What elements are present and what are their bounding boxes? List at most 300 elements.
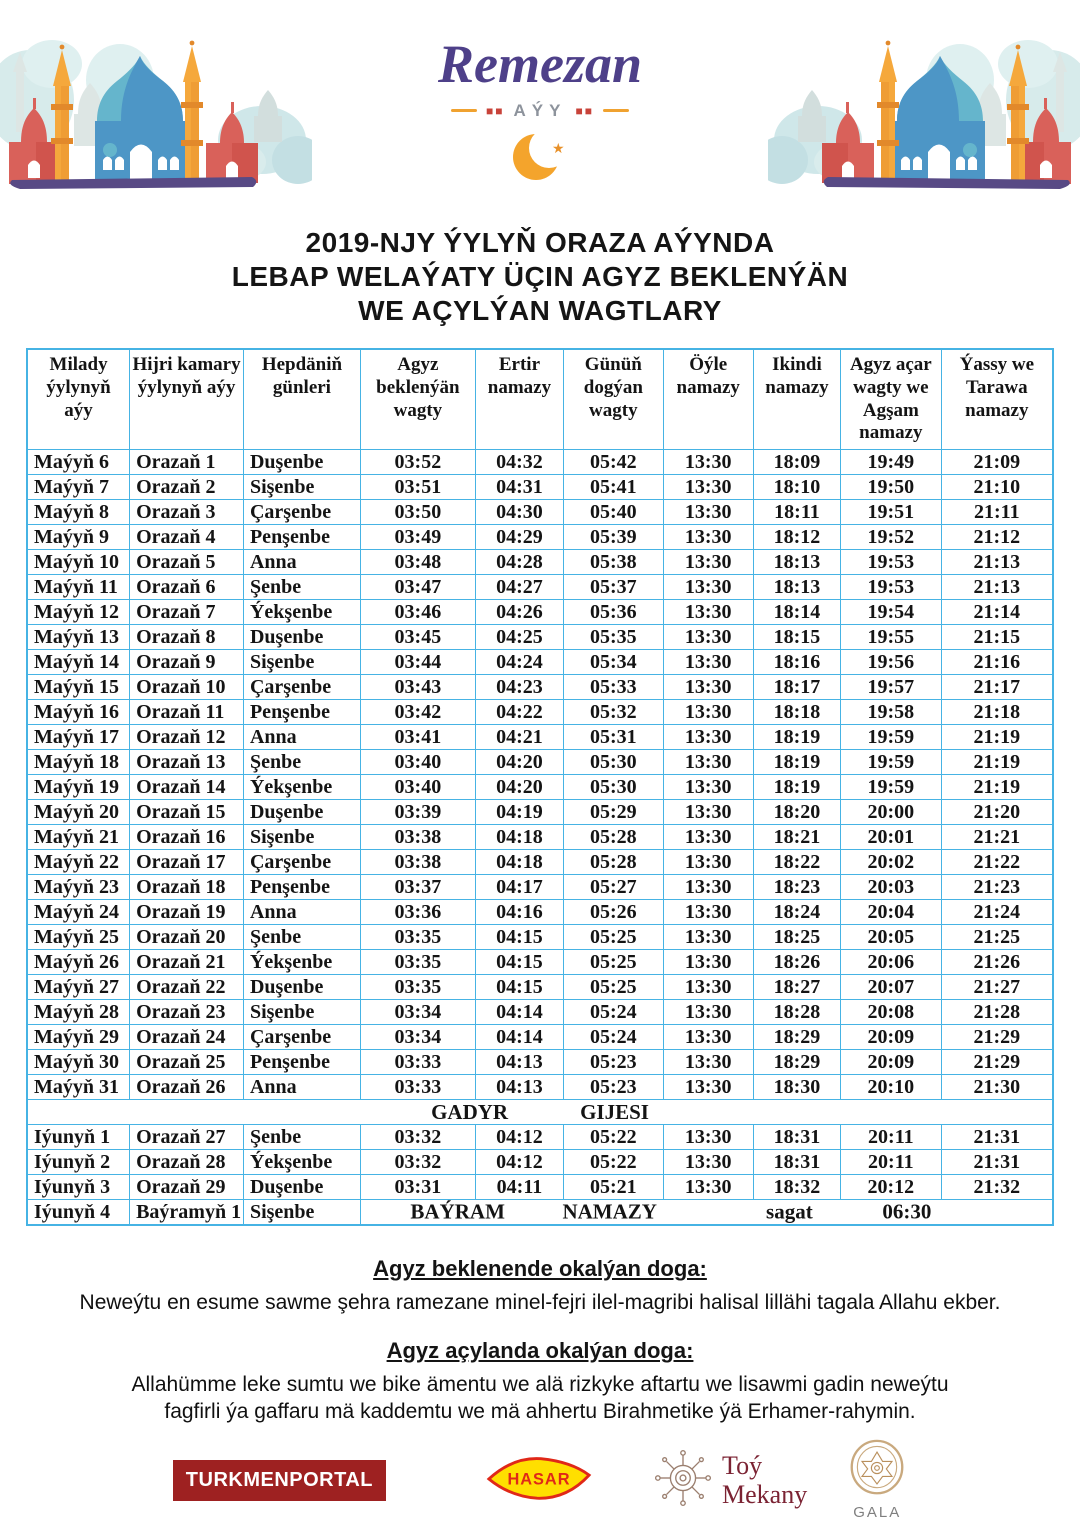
cell-time: 04:13 — [475, 1050, 563, 1075]
table-row — [27, 1050, 1053, 1075]
cell-label: Çarşenbe — [243, 500, 360, 525]
cell-time: 13:30 — [663, 525, 753, 550]
cell-time: 03:32 — [360, 1125, 475, 1150]
cell-time: 13:30 — [663, 500, 753, 525]
cell-label: Orazaň 13 — [130, 750, 244, 775]
cell-time: 18:29 — [753, 1025, 840, 1050]
cell-time: 13:30 — [663, 950, 753, 975]
table-row — [27, 900, 1053, 925]
cell-time: 21:31 — [941, 1150, 1053, 1175]
table-row — [27, 625, 1053, 650]
table-row-bayram — [27, 1200, 1053, 1226]
cell-time: 05:23 — [564, 1050, 664, 1075]
cell-time: 05:32 — [564, 700, 664, 725]
cell-time: 03:40 — [360, 750, 475, 775]
cell-time: 04:31 — [475, 475, 563, 500]
cell-label: Maýyň 7 — [27, 475, 130, 500]
cell-time: 03:48 — [360, 550, 475, 575]
table-row — [27, 700, 1053, 725]
cell-time: 18:15 — [753, 625, 840, 650]
table-row — [27, 675, 1053, 700]
cell-time: 13:30 — [663, 450, 753, 475]
cell-time: 05:25 — [564, 975, 664, 1000]
cell-label: Maýyň 14 — [27, 650, 130, 675]
cell-time: 05:38 — [564, 550, 664, 575]
cell-time: 18:16 — [753, 650, 840, 675]
cell-time: 13:30 — [663, 675, 753, 700]
cell-time: 04:15 — [475, 975, 563, 1000]
cell-time: 18:19 — [753, 750, 840, 775]
svg-text:★: ★ — [552, 139, 565, 156]
cell-time: 21:25 — [941, 925, 1053, 950]
cell-label: Orazaň 4 — [130, 525, 244, 550]
cell-label: Orazaň 2 — [130, 475, 244, 500]
crescent-moon-icon — [370, 123, 710, 190]
svg-text:HASAR: HASAR — [507, 1470, 571, 1489]
cell-time: 20:01 — [841, 825, 942, 850]
cell-time: 04:11 — [475, 1175, 563, 1200]
cell-label: Duşenbe — [243, 625, 360, 650]
cell-time: 20:08 — [841, 1000, 942, 1025]
cell-time: 13:30 — [663, 625, 753, 650]
cell-time: 05:23 — [564, 1075, 664, 1100]
gala-label: GALA — [853, 1504, 902, 1522]
table-row — [27, 950, 1053, 975]
cell-time: 21:26 — [941, 950, 1053, 975]
cell-time: 13:30 — [663, 550, 753, 575]
cell-time: 21:13 — [941, 550, 1053, 575]
cell-time: 13:30 — [663, 1000, 753, 1025]
toy-mekany-label: Toý Mekany — [722, 1451, 808, 1510]
table-row — [27, 450, 1053, 475]
cell-time: 18:23 — [753, 875, 840, 900]
cell-time: 21:24 — [941, 900, 1053, 925]
cell-time: 20:04 — [841, 900, 942, 925]
cell-time: 04:20 — [475, 775, 563, 800]
prayer-times-table — [26, 348, 1054, 1226]
table-row — [27, 1175, 1053, 1200]
cell-label: Orazaň 14 — [130, 775, 244, 800]
cell-time: 18:27 — [753, 975, 840, 1000]
table-header-row — [27, 349, 1053, 450]
cell-label: Orazaň 20 — [130, 925, 244, 950]
cell-time: 05:25 — [564, 950, 664, 975]
cell-time: 04:19 — [475, 800, 563, 825]
column-header: Öýle namazy — [663, 349, 753, 450]
cell-time: 03:35 — [360, 975, 475, 1000]
cell-label: Anna — [243, 1075, 360, 1100]
cell-time: 04:24 — [475, 650, 563, 675]
cell-label: Sişenbe — [243, 475, 360, 500]
table-row — [27, 525, 1053, 550]
cell-label: Anna — [243, 550, 360, 575]
cell-time: 20:10 — [841, 1075, 942, 1100]
cell-time: 21:19 — [941, 725, 1053, 750]
cell-label: Duşenbe — [243, 800, 360, 825]
cell-time: 05:21 — [564, 1175, 664, 1200]
cell-label: Maýyň 18 — [27, 750, 130, 775]
column-header: Ertir namazy — [475, 349, 563, 450]
table-row — [27, 475, 1053, 500]
cell-time: 18:31 — [753, 1150, 840, 1175]
cell-time: 05:35 — [564, 625, 664, 650]
cell-time: 03:38 — [360, 825, 475, 850]
cell-label: Maýyň 20 — [27, 800, 130, 825]
cell-label: Orazaň 26 — [130, 1075, 244, 1100]
cell-time: 05:34 — [564, 650, 664, 675]
cell-time: 19:58 — [841, 700, 942, 725]
cell-label: Orazaň 3 — [130, 500, 244, 525]
remezan-wordmark: Remezan — [437, 34, 642, 94]
cell-time: 18:25 — [753, 925, 840, 950]
bayram-namazy-cell: BAÝRAM NAMAZY sagat 06:30 — [360, 1200, 1053, 1226]
cell-time: 18:10 — [753, 475, 840, 500]
column-header: Ýassy we Tarawa namazy — [941, 349, 1053, 450]
turkmenportal-logo: TURKMENPORTAL — [173, 1460, 386, 1501]
cell-time: 05:22 — [564, 1150, 664, 1175]
mosque-illustration-left-icon — [0, 28, 312, 193]
cell-time: 21:19 — [941, 775, 1053, 800]
cell-time: 21:09 — [941, 450, 1053, 475]
cell-time: 20:05 — [841, 925, 942, 950]
cell-label: Orazaň 9 — [130, 650, 244, 675]
cell-time: 05:42 — [564, 450, 664, 475]
cell-label: Maýyň 13 — [27, 625, 130, 650]
cell-label: Orazaň 6 — [130, 575, 244, 600]
cell-time: 03:52 — [360, 450, 475, 475]
cell-time: 03:31 — [360, 1175, 475, 1200]
cell-time: 04:29 — [475, 525, 563, 550]
cell-label: Sişenbe — [243, 650, 360, 675]
cell-time: 19:56 — [841, 650, 942, 675]
cell-time: 04:12 — [475, 1150, 563, 1175]
cell-time: 03:42 — [360, 700, 475, 725]
cell-time: 19:50 — [841, 475, 942, 500]
table-row — [27, 1125, 1053, 1150]
cell-label: Sişenbe — [243, 1200, 360, 1226]
cell-label: Iýunyň 3 — [27, 1175, 130, 1200]
cell-time: 18:12 — [753, 525, 840, 550]
cell-time: 20:07 — [841, 975, 942, 1000]
cell-time: 21:11 — [941, 500, 1053, 525]
mosque-illustration-right-icon — [768, 28, 1080, 193]
cell-time: 03:37 — [360, 875, 475, 900]
cell-time: 18:14 — [753, 600, 840, 625]
cell-time: 13:30 — [663, 650, 753, 675]
cell-label: Maýyň 17 — [27, 725, 130, 750]
cell-time: 19:59 — [841, 775, 942, 800]
cell-time: 05:41 — [564, 475, 664, 500]
cell-time: 04:15 — [475, 925, 563, 950]
cell-time: 04:32 — [475, 450, 563, 475]
cell-label: Orazaň 28 — [130, 1150, 244, 1175]
cell-time: 20:03 — [841, 875, 942, 900]
cell-time: 13:30 — [663, 1125, 753, 1150]
cell-time: 03:32 — [360, 1150, 475, 1175]
cell-time: 18:24 — [753, 900, 840, 925]
table-row — [27, 775, 1053, 800]
cell-time: 13:30 — [663, 575, 753, 600]
title-line-2: LEBAP WELAÝATY ÜÇIN AGYZ BEKLENÝÄN — [231, 261, 849, 292]
table-row — [27, 1075, 1053, 1100]
cell-time: 04:21 — [475, 725, 563, 750]
cell-time: 21:29 — [941, 1050, 1053, 1075]
cell-time: 21:13 — [941, 575, 1053, 600]
cell-time: 18:19 — [753, 775, 840, 800]
cell-time: 05:29 — [564, 800, 664, 825]
column-header: Agyz açar wagty we Agşam namazy — [841, 349, 942, 450]
cell-time: 19:57 — [841, 675, 942, 700]
cell-time: 05:28 — [564, 850, 664, 875]
cell-label: Maýyň 6 — [27, 450, 130, 475]
cell-time: 03:35 — [360, 950, 475, 975]
cell-time: 21:12 — [941, 525, 1053, 550]
cell-time: 05:24 — [564, 1025, 664, 1050]
cell-label: Penşenbe — [243, 1050, 360, 1075]
cell-time: 19:59 — [841, 750, 942, 775]
column-header: Agyz beklenýän wagty — [360, 349, 475, 450]
cell-time: 21:32 — [941, 1175, 1053, 1200]
cell-time: 18:19 — [753, 725, 840, 750]
cell-time: 18:28 — [753, 1000, 840, 1025]
cell-time: 03:34 — [360, 1025, 475, 1050]
cell-time: 18:13 — [753, 575, 840, 600]
cell-time: 05:24 — [564, 1000, 664, 1025]
cell-label: Maýyň 25 — [27, 925, 130, 950]
cell-label: Maýyň 12 — [27, 600, 130, 625]
cell-time: 04:20 — [475, 750, 563, 775]
cell-time: 18:22 — [753, 850, 840, 875]
cell-time: 18:30 — [753, 1075, 840, 1100]
cell-time: 19:53 — [841, 575, 942, 600]
cell-label: Maýyň 26 — [27, 950, 130, 975]
cell-time: 18:17 — [753, 675, 840, 700]
title-line-3: WE AÇYLÝAN WAGTLARY — [358, 295, 722, 326]
cell-time: 19:55 — [841, 625, 942, 650]
cell-label: Sişenbe — [243, 1000, 360, 1025]
decorative-dots-icon: ■■ — [575, 103, 594, 118]
cell-time: 21:29 — [941, 1025, 1053, 1050]
cell-time: 04:28 — [475, 550, 563, 575]
cell-time: 04:27 — [475, 575, 563, 600]
cell-time: 19:51 — [841, 500, 942, 525]
cell-time: 21:30 — [941, 1075, 1053, 1100]
cell-label: Maýyň 30 — [27, 1050, 130, 1075]
cell-time: 04:12 — [475, 1125, 563, 1150]
cell-label: Maýyň 22 — [27, 850, 130, 875]
cell-time: 19:54 — [841, 600, 942, 625]
column-header: Ikindi namazy — [753, 349, 840, 450]
cell-time: 05:27 — [564, 875, 664, 900]
toy-mekany-logo — [654, 1447, 807, 1514]
cell-time: 05:22 — [564, 1125, 664, 1150]
ayy-subtitle-row — [370, 101, 710, 121]
cell-time: 04:18 — [475, 850, 563, 875]
table-row — [27, 550, 1053, 575]
cell-label: Ýekşenbe — [243, 1150, 360, 1175]
cell-label: Maýyň 27 — [27, 975, 130, 1000]
cell-time: 03:46 — [360, 600, 475, 625]
decorative-dots-icon: ■■ — [486, 103, 505, 118]
cell-time: 21:31 — [941, 1125, 1053, 1150]
cell-time: 03:44 — [360, 650, 475, 675]
table-row — [27, 975, 1053, 1000]
table-row — [27, 800, 1053, 825]
toy-mekany-emblem-icon — [654, 1447, 712, 1514]
cell-label: Maýyň 28 — [27, 1000, 130, 1025]
cell-time: 13:30 — [663, 975, 753, 1000]
cell-time: 21:28 — [941, 1000, 1053, 1025]
cell-time: 05:30 — [564, 775, 664, 800]
cell-time: 03:51 — [360, 475, 475, 500]
cell-time: 20:09 — [841, 1050, 942, 1075]
cell-label: Orazaň 10 — [130, 675, 244, 700]
cell-time: 20:02 — [841, 850, 942, 875]
doga-heading: Agyz beklenende okalýan doga: — [373, 1256, 707, 1282]
cell-time: 13:30 — [663, 725, 753, 750]
cell-time: 05:31 — [564, 725, 664, 750]
cell-label: Orazaň 15 — [130, 800, 244, 825]
cell-time: 04:15 — [475, 950, 563, 975]
cell-label: Iýunyň 2 — [27, 1150, 130, 1175]
cell-label: Maýyň 11 — [27, 575, 130, 600]
cell-time: 18:20 — [753, 800, 840, 825]
cell-label: Şenbe — [243, 925, 360, 950]
cell-label: Orazaň 11 — [130, 700, 244, 725]
cell-time: 21:10 — [941, 475, 1053, 500]
cell-time: 20:00 — [841, 800, 942, 825]
cell-time: 03:40 — [360, 775, 475, 800]
cell-time: 13:30 — [663, 1150, 753, 1175]
cell-time: 03:33 — [360, 1075, 475, 1100]
cell-label: Anna — [243, 900, 360, 925]
cell-time: 19:53 — [841, 550, 942, 575]
table-row — [27, 875, 1053, 900]
cell-label: Çarşenbe — [243, 850, 360, 875]
cell-time: 21:23 — [941, 875, 1053, 900]
cell-label: Maýyň 10 — [27, 550, 130, 575]
cell-label: Maýyň 19 — [27, 775, 130, 800]
cell-label: Ýekşenbe — [243, 775, 360, 800]
cell-label: Anna — [243, 725, 360, 750]
prayer-table-body — [27, 450, 1053, 1226]
decorative-dash-icon — [451, 109, 477, 112]
table-row — [27, 500, 1053, 525]
cell-label: Maýyň 21 — [27, 825, 130, 850]
cell-label: Orazaň 25 — [130, 1050, 244, 1075]
column-header: Hijri kamary ýylynyň aýy — [130, 349, 244, 450]
cell-time: 20:06 — [841, 950, 942, 975]
cell-time: 05:26 — [564, 900, 664, 925]
cell-label: Maýyň 15 — [27, 675, 130, 700]
cell-time: 03:43 — [360, 675, 475, 700]
cell-time: 21:15 — [941, 625, 1053, 650]
column-header: Hepdäniň günleri — [243, 349, 360, 450]
cell-label: Duşenbe — [243, 975, 360, 1000]
cell-time: 18:13 — [753, 550, 840, 575]
cell-time: 04:16 — [475, 900, 563, 925]
cell-time: 18:26 — [753, 950, 840, 975]
cell-time: 03:38 — [360, 850, 475, 875]
cell-time: 21:22 — [941, 850, 1053, 875]
cell-time: 13:30 — [663, 1075, 753, 1100]
doga-section-before-fast — [0, 1256, 1080, 1316]
cell-time: 21:27 — [941, 975, 1053, 1000]
cell-label: Ýekşenbe — [243, 600, 360, 625]
cell-time: 05:36 — [564, 600, 664, 625]
cell-label: Orazaň 24 — [130, 1025, 244, 1050]
cell-label: Orazaň 16 — [130, 825, 244, 850]
cell-time: 03:35 — [360, 925, 475, 950]
cell-label: Orazaň 18 — [130, 875, 244, 900]
gala-emblem-icon — [847, 1439, 907, 1502]
cell-time: 04:22 — [475, 700, 563, 725]
table-row — [27, 1150, 1053, 1175]
cell-time: 03:45 — [360, 625, 475, 650]
page-title — [0, 226, 1080, 328]
cell-label: Şenbe — [243, 750, 360, 775]
cell-time: 03:36 — [360, 900, 475, 925]
sponsor-logos — [0, 1439, 1080, 1521]
cell-time: 13:30 — [663, 900, 753, 925]
cell-label: Maýyň 31 — [27, 1075, 130, 1100]
cell-label: Penşenbe — [243, 525, 360, 550]
decorative-dash-icon — [603, 109, 629, 112]
cell-time: 21:21 — [941, 825, 1053, 850]
cell-time: 18:11 — [753, 500, 840, 525]
cell-label: Maýyň 23 — [27, 875, 130, 900]
cell-label: Orazaň 1 — [130, 450, 244, 475]
cell-time: 03:50 — [360, 500, 475, 525]
doga-text: Allahümme leke sumtu we bike ämentu we alä rizkyke aftartu we lisawmi gadin neweýtu — [131, 1373, 949, 1397]
cell-label: Maýyň 24 — [27, 900, 130, 925]
cell-time: 13:30 — [663, 875, 753, 900]
cell-label: Orazaň 27 — [130, 1125, 244, 1150]
cell-time: 13:30 — [663, 800, 753, 825]
cell-label: Iýunyň 1 — [27, 1125, 130, 1150]
cell-label: Sişenbe — [243, 825, 360, 850]
cell-time: 04:18 — [475, 825, 563, 850]
cell-time: 05:28 — [564, 825, 664, 850]
cell-time: 18:09 — [753, 450, 840, 475]
doga-heading: Agyz açylanda okalýan doga: — [386, 1338, 694, 1364]
cell-time: 19:59 — [841, 725, 942, 750]
table-row — [27, 600, 1053, 625]
table-row — [27, 825, 1053, 850]
cell-label: Orazaň 23 — [130, 1000, 244, 1025]
cell-time: 05:37 — [564, 575, 664, 600]
doga-text: Neweýtu en esume sawme şehra ramezane minel-fejri ilel-magribi halisal lillähi tagala Allahu ekber. — [79, 1291, 1001, 1315]
cell-time: 03:49 — [360, 525, 475, 550]
table-row — [27, 925, 1053, 950]
cell-time: 18:31 — [753, 1125, 840, 1150]
cell-label: Duşenbe — [243, 450, 360, 475]
cell-time: 20:11 — [841, 1125, 942, 1150]
title-line-1: 2019-NJY ÝYLYŇ ORAZA AÝYNDA — [305, 227, 775, 258]
cell-label: Çarşenbe — [243, 675, 360, 700]
cell-time: 13:30 — [663, 700, 753, 725]
cell-label: Maýyň 29 — [27, 1025, 130, 1050]
cell-label: Iýunyň 4 — [27, 1200, 130, 1226]
cell-time: 19:52 — [841, 525, 942, 550]
cell-time: 04:23 — [475, 675, 563, 700]
cell-label: Ýekşenbe — [243, 950, 360, 975]
hasar-logo — [486, 1453, 592, 1508]
cell-time: 05:39 — [564, 525, 664, 550]
cell-label: Duşenbe — [243, 1175, 360, 1200]
cell-time: 20:12 — [841, 1175, 942, 1200]
cell-time: 03:39 — [360, 800, 475, 825]
